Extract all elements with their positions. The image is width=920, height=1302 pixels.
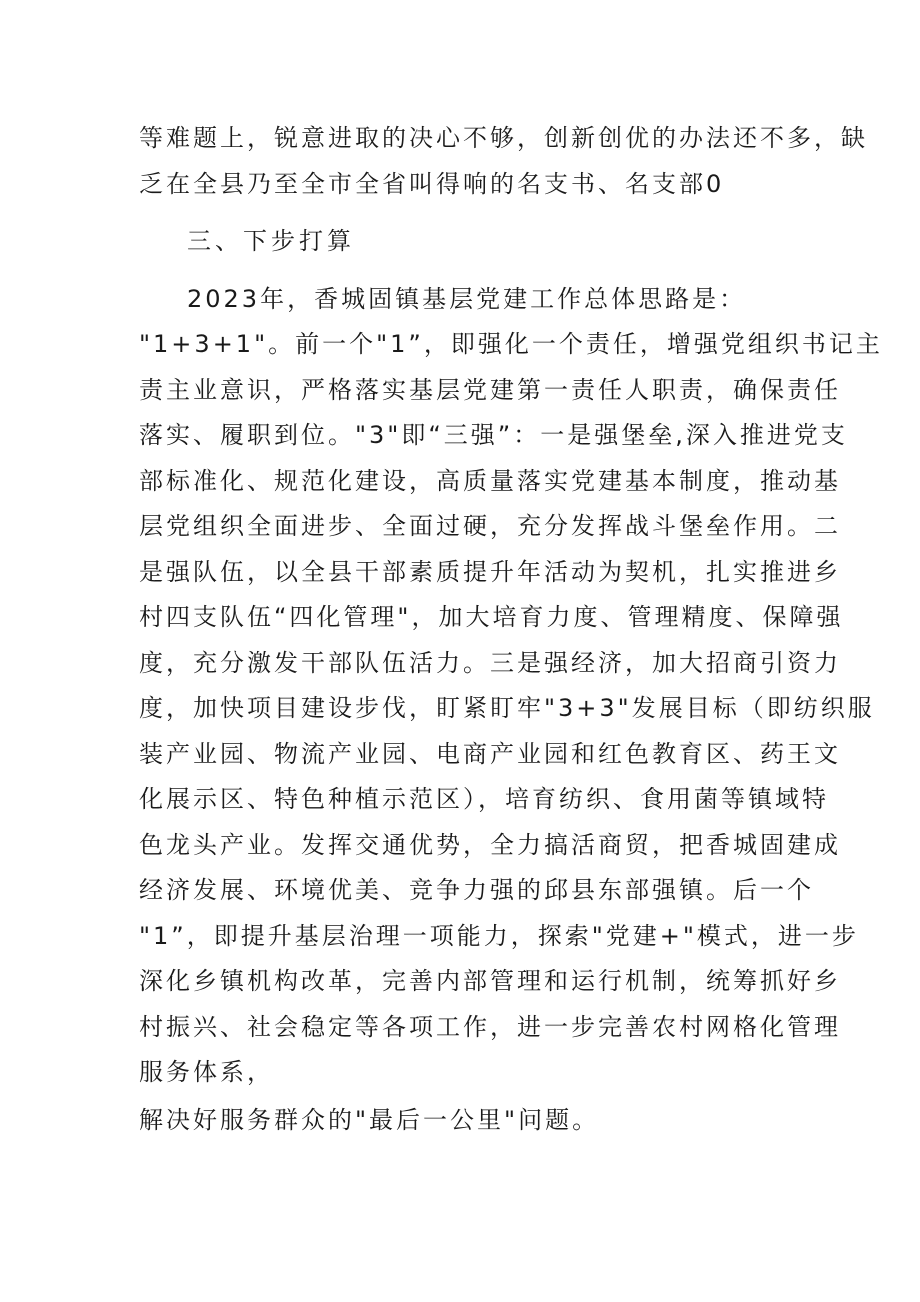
body-text-line: 乏在全县乃至全市全省叫得响的名支书、名支部0 [139,170,725,198]
body-text-line: 解决好服务群众的"最后一公里"问题。 [139,1106,600,1134]
body-text-line: 村振兴、社会稳定等各项工作，进一步完善农村网格化管理 [139,1013,841,1041]
body-text-line: 装产业园、物流产业园、电商产业园和红色教育区、药王文 [139,740,841,768]
body-text-line: 落实、履职到位。"3"即“三强”：一是强堡垒,深入推进党支 [139,421,848,449]
body-text-line: "1+3+1"。前一个"1”，即强化一个责任，增强党组织书记主 [139,330,883,358]
body-text-line: 经济发展、环境优美、竞争力强的邱县东部强镇。后一个 [139,876,814,904]
body-text-line: 深化乡镇机构改革，完善内部管理和运行机制，统筹抓好乡 [139,967,841,995]
body-text-line: 度，加快项目建设步伐，盯紧盯牢"3+3"发展目标（即纺织服 [139,694,875,722]
body-text-line: 服务体系， [139,1058,274,1086]
body-text-line: 村四支队伍“四化管理"，加大培育力度、管理精度、保障强 [139,603,844,631]
body-text-line: 层党组织全面进步、全面过硬，充分发挥战斗堡垒作用。二 [139,512,841,540]
paragraph-first-line: 2023年，香城固镇基层党建工作总体思路是： [187,285,747,313]
body-text-line: "1”，即提升基层治理一项能力，探索"党建+"模式，进一步 [139,922,859,950]
body-text-line: 化展示区、特色种植示范区），培育纺织、食用菌等镇域特 [139,785,829,813]
body-text-line: 是强队伍，以全县干部素质提升年活动为契机，扎实推进乡 [139,558,841,586]
body-text-line: 等难题上，锐意进取的决心不够，创新创优的办法还不多，缺 [139,124,868,152]
body-text-line: 责主业意识，严格落实基层党建第一责任人职责，确保责任 [139,376,841,404]
body-text-line: 度，充分激发干部队伍活力。三是强经济，加大招商引资力 [139,649,841,677]
body-text-line: 色龙头产业。发挥交通优势，全力搞活商贸，把香城固建成 [139,831,841,859]
section-heading: 三、下步打算 [187,227,355,255]
body-text-line: 部标准化、规范化建设，高质量落实党建基本制度，推动基 [139,467,841,495]
